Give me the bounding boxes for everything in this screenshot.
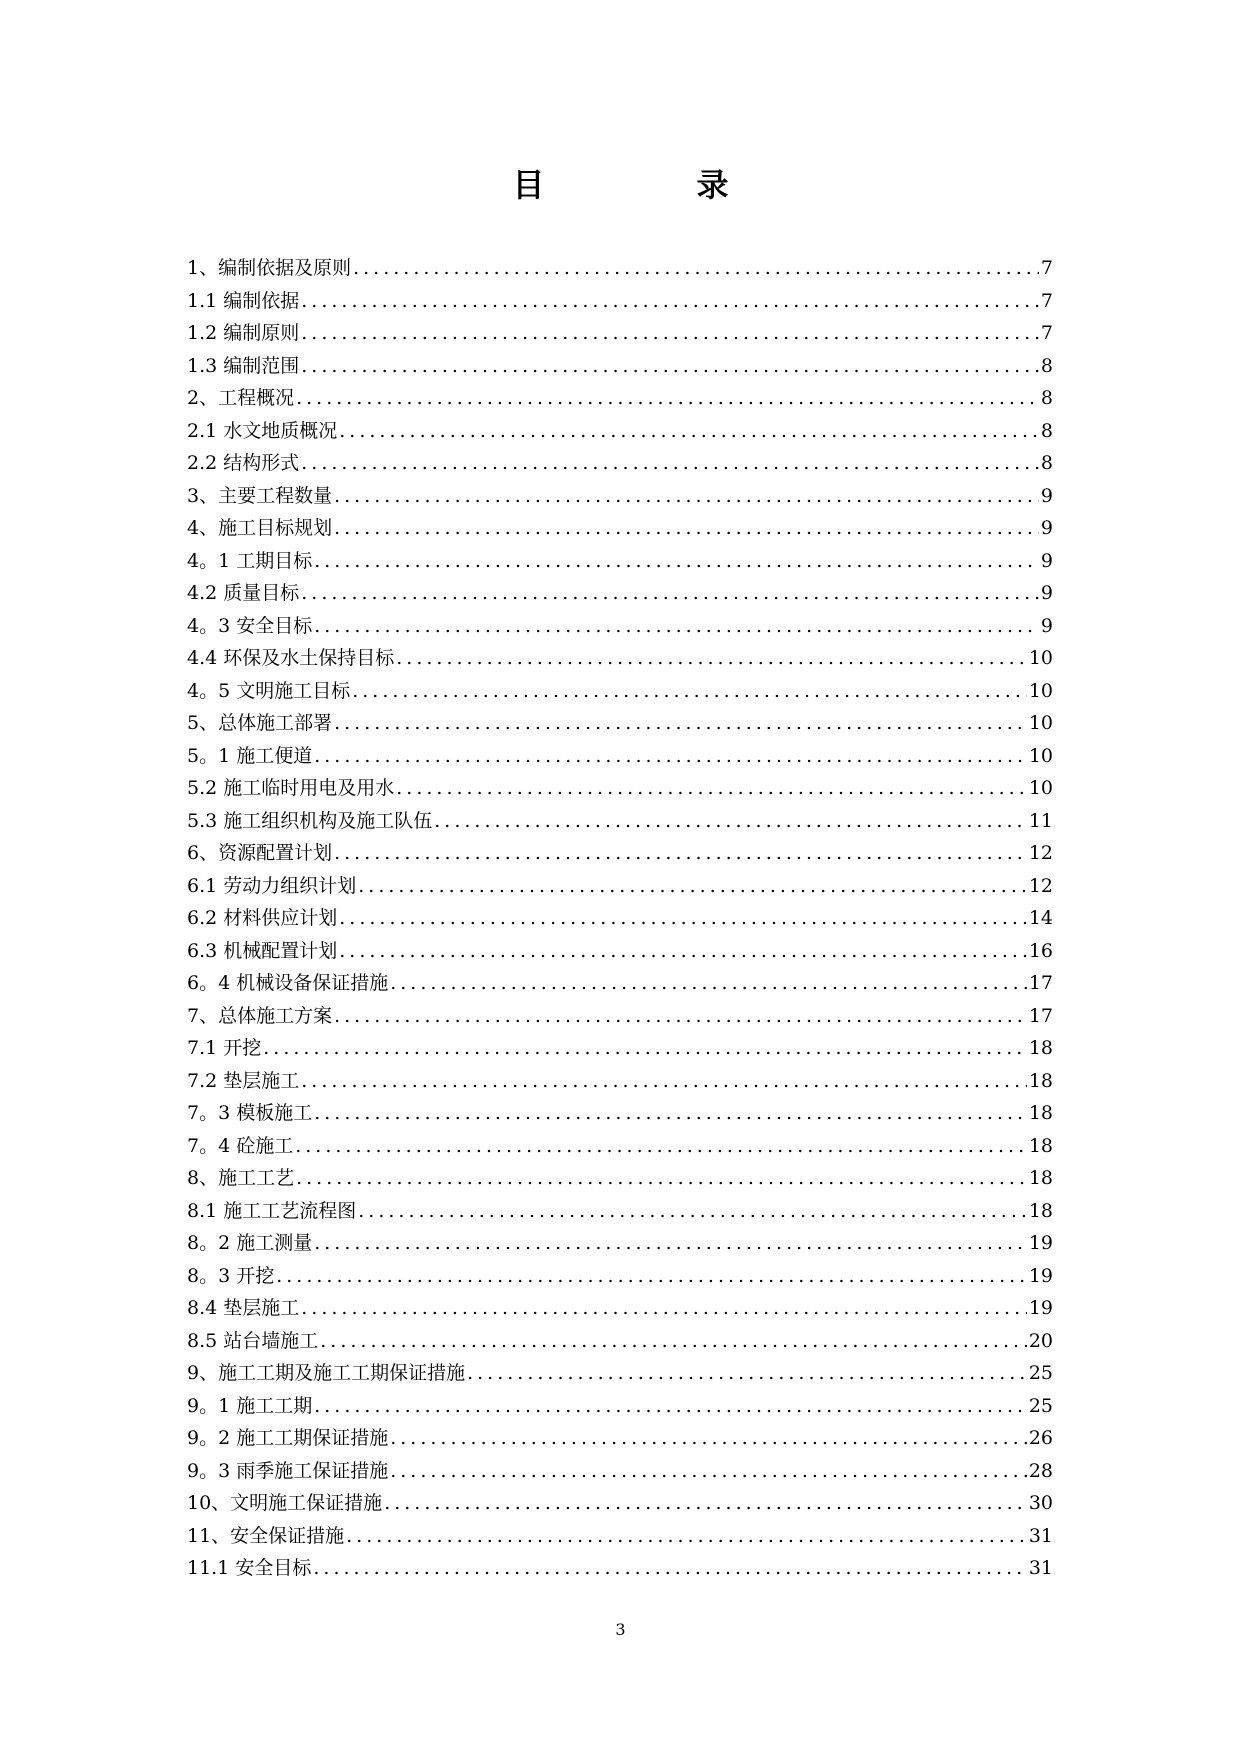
- toc-leader-dots: [396, 772, 1027, 805]
- toc-entry-label: 11、安全保证措施: [187, 1524, 345, 1547]
- toc-leader-dots: [353, 252, 1039, 285]
- toc-leader-dots: [346, 1520, 1027, 1553]
- toc-entry-page: 9: [1040, 582, 1053, 604]
- toc-entry[interactable]: [187, 1357, 1053, 1390]
- toc-entry-label: 11.1 安全目标: [187, 1557, 312, 1579]
- toc-leader-dots: [320, 1325, 1027, 1358]
- toc-entry-label: 5.3 施工组织机构及施工队伍: [187, 809, 433, 832]
- toc-entry-page: 8: [1040, 452, 1053, 474]
- toc-entry[interactable]: [187, 317, 1053, 350]
- toc-leader-dots: [301, 350, 1039, 383]
- toc-entry[interactable]: [187, 415, 1053, 448]
- toc-leader-dots: [314, 740, 1027, 773]
- toc-leader-dots: [276, 1260, 1027, 1293]
- toc-entry-label: 6.1 劳动力组织计划: [187, 874, 357, 897]
- toc-entry-page: 10: [1028, 712, 1053, 734]
- toc-entry-page: 28: [1028, 1459, 1053, 1482]
- toc-entry-label: 7。4 砼施工: [187, 1134, 294, 1157]
- toc-leader-dots: [334, 512, 1039, 545]
- toc-entry-label: 1.2 编制原则: [187, 322, 300, 344]
- toc-entry-label: 6.3 机械配置计划: [187, 939, 338, 962]
- toc-entry-page: 10: [1028, 679, 1053, 702]
- toc-entry-page: 8: [1040, 354, 1053, 377]
- toc-entry[interactable]: [187, 1487, 1053, 1520]
- toc-entry-label: 7、总体施工方案: [187, 1004, 333, 1027]
- toc-entry-label: 9。2 施工工期保证措施: [187, 1427, 389, 1449]
- toc-leader-dots: [314, 545, 1039, 578]
- toc-entry[interactable]: [187, 382, 1053, 415]
- toc-entry-page: 8: [1040, 419, 1053, 442]
- toc-entry[interactable]: [187, 902, 1053, 935]
- toc-entry-page: 7: [1040, 322, 1053, 344]
- toc-leader-dots: [339, 902, 1027, 935]
- toc-entry[interactable]: [187, 1227, 1053, 1260]
- toc-leader-dots: [314, 1227, 1027, 1260]
- toc-entry-label: 9。3 雨季施工保证措施: [187, 1459, 389, 1482]
- toc-entry-label: 1、编制依据及原则: [187, 257, 352, 279]
- toc-entry-page: 30: [1028, 1492, 1053, 1514]
- toc-entry[interactable]: [187, 285, 1053, 318]
- toc-entry-page: 7: [1040, 289, 1053, 312]
- toc-entry[interactable]: [187, 740, 1053, 773]
- toc-entry-page: 17: [1028, 972, 1053, 994]
- toc-entry-label: 8。3 开挖: [187, 1264, 275, 1287]
- toc-leader-dots: [390, 1422, 1027, 1455]
- toc-entry-label: 8.4 垫层施工: [187, 1297, 300, 1319]
- toc-entry-label: 7。3 模板施工: [187, 1102, 313, 1124]
- toc-entry[interactable]: [187, 350, 1053, 383]
- toc-entry-page: 19: [1028, 1264, 1053, 1287]
- toc-leader-dots: [390, 1455, 1027, 1488]
- toc-entry-page: 9: [1040, 484, 1053, 507]
- toc-leader-dots: [301, 317, 1039, 350]
- toc-entry-page: 10: [1028, 777, 1053, 799]
- toc-entry-label: 2.1 水文地质概况: [187, 419, 338, 442]
- toc-entry[interactable]: [187, 772, 1053, 805]
- toc-entry-label: 6、资源配置计划: [187, 842, 333, 864]
- toc-entry[interactable]: [187, 252, 1053, 285]
- toc-leader-dots: [334, 837, 1027, 870]
- toc-entry[interactable]: [187, 1422, 1053, 1455]
- toc-entry-page: 7: [1040, 257, 1053, 279]
- toc-entry-label: 8、施工工艺: [187, 1167, 295, 1189]
- toc-entry-label: 1.3 编制范围: [187, 354, 300, 377]
- page-title: 目 录: [512, 166, 789, 204]
- toc-entry-page: 18: [1028, 1037, 1053, 1059]
- toc-entry-page: 8: [1040, 387, 1053, 409]
- toc-entry-label: 4.4 环保及水土保持目标: [187, 647, 395, 669]
- toc-entry[interactable]: [187, 545, 1053, 578]
- toc-entry[interactable]: [187, 935, 1053, 968]
- toc-entry-label: 10、文明施工保证措施: [187, 1492, 383, 1514]
- toc-entry[interactable]: [187, 1065, 1053, 1098]
- toc-entry-label: 8.1 施工工艺流程图: [187, 1199, 357, 1222]
- toc-entry-label: 9、施工工期及施工工期保证措施: [187, 1362, 466, 1384]
- toc-leader-dots: [314, 1390, 1027, 1423]
- toc-entry[interactable]: [187, 642, 1053, 675]
- toc-entry-page: 10: [1028, 744, 1053, 767]
- toc-entry-page: 9: [1040, 614, 1053, 637]
- toc-entry-label: 4。1 工期目标: [187, 549, 313, 572]
- toc-entry-page: 11: [1028, 809, 1053, 832]
- toc-entry-label: 5、总体施工部署: [187, 712, 333, 734]
- toc-entry[interactable]: [187, 870, 1053, 903]
- toc-entry-label: 2.2 结构形式: [187, 452, 300, 474]
- toc-leader-dots: [295, 1130, 1027, 1163]
- toc-entry-label: 2、工程概况: [187, 387, 295, 409]
- toc-entry-page: 19: [1028, 1297, 1053, 1319]
- toc-leader-dots: [301, 1292, 1027, 1325]
- toc-entry-page: 19: [1028, 1232, 1053, 1254]
- toc-entry[interactable]: [187, 707, 1053, 740]
- toc-entry-page: 12: [1028, 842, 1053, 864]
- toc-leader-dots: [352, 675, 1027, 708]
- toc-leader-dots: [434, 805, 1027, 838]
- toc-entry-label: 4。5 文明施工目标: [187, 679, 351, 702]
- toc-leader-dots: [339, 935, 1027, 968]
- toc-entry-page: 17: [1028, 1004, 1053, 1027]
- toc-entry-page: 18: [1028, 1134, 1053, 1157]
- toc-entry-label: 7.1 开挖: [187, 1037, 262, 1059]
- toc-entry-page: 20: [1028, 1329, 1053, 1352]
- toc-leader-dots: [296, 382, 1039, 415]
- toc-entry[interactable]: [187, 1195, 1053, 1228]
- toc-leader-dots: [296, 1162, 1027, 1195]
- toc-entry-label: 4.2 质量目标: [187, 582, 300, 604]
- table-of-contents: [187, 252, 1053, 1585]
- toc-entry-page: 31: [1028, 1557, 1053, 1579]
- toc-entry-label: 5。1 施工便道: [187, 744, 313, 767]
- toc-entry[interactable]: [187, 1162, 1053, 1195]
- toc-entry-label: 8。2 施工测量: [187, 1232, 313, 1254]
- toc-leader-dots: [263, 1032, 1027, 1065]
- toc-entry-label: 7.2 垫层施工: [187, 1069, 300, 1092]
- toc-entry[interactable]: [187, 1552, 1053, 1585]
- toc-entry-label: 1.1 编制依据: [187, 289, 300, 312]
- toc-entry-page: 26: [1028, 1427, 1053, 1449]
- toc-leader-dots: [396, 642, 1027, 675]
- toc-entry-label: 4。3 安全目标: [187, 614, 313, 637]
- toc-entry[interactable]: [187, 1130, 1053, 1163]
- toc-leader-dots: [358, 870, 1027, 903]
- toc-entry[interactable]: [187, 512, 1053, 545]
- toc-entry-label: 6.2 材料供应计划: [187, 907, 338, 929]
- toc-entry[interactable]: [187, 447, 1053, 480]
- toc-leader-dots: [334, 480, 1039, 513]
- toc-entry-page: 25: [1028, 1362, 1053, 1384]
- toc-leader-dots: [467, 1357, 1027, 1390]
- toc-leader-dots: [301, 285, 1039, 318]
- toc-entry-page: 25: [1028, 1394, 1053, 1417]
- toc-entry[interactable]: [187, 1032, 1053, 1065]
- toc-entry-label: 8.5 站台墙施工: [187, 1329, 319, 1352]
- toc-entry-label: 3、主要工程数量: [187, 484, 333, 507]
- toc-entry-label: 9。1 施工工期: [187, 1394, 313, 1417]
- toc-entry-page: 12: [1028, 874, 1053, 897]
- toc-entry-page: 9: [1040, 517, 1053, 539]
- toc-leader-dots: [301, 447, 1039, 480]
- toc-leader-dots: [313, 1552, 1026, 1585]
- toc-entry[interactable]: [187, 1390, 1053, 1423]
- toc-entry[interactable]: [187, 577, 1053, 610]
- toc-entry-page: 14: [1028, 907, 1053, 929]
- toc-entry[interactable]: [187, 1325, 1053, 1358]
- toc-entry-label: 4、施工目标规划: [187, 517, 333, 539]
- toc-entry[interactable]: [187, 1455, 1053, 1488]
- toc-entry[interactable]: [187, 675, 1053, 708]
- toc-leader-dots: [301, 577, 1039, 610]
- toc-leader-dots: [301, 1065, 1027, 1098]
- toc-leader-dots: [358, 1195, 1027, 1228]
- toc-entry[interactable]: [187, 1097, 1053, 1130]
- toc-entry-label: 5.2 施工临时用电及用水: [187, 777, 395, 799]
- toc-entry-page: 18: [1028, 1102, 1053, 1124]
- toc-entry-page: 18: [1028, 1069, 1053, 1092]
- toc-entry-page: 31: [1028, 1524, 1053, 1547]
- toc-entry[interactable]: [187, 837, 1053, 870]
- toc-entry[interactable]: [187, 1520, 1053, 1553]
- toc-leader-dots: [314, 1097, 1027, 1130]
- toc-leader-dots: [314, 610, 1039, 643]
- toc-entry-page: 18: [1028, 1199, 1053, 1222]
- page-number: 3: [615, 1620, 626, 1639]
- toc-leader-dots: [384, 1487, 1027, 1520]
- toc-leader-dots: [339, 415, 1039, 448]
- toc-entry[interactable]: [187, 1260, 1053, 1293]
- toc-entry[interactable]: [187, 480, 1053, 513]
- toc-entry-page: 18: [1028, 1167, 1053, 1189]
- toc-entry-page: 16: [1028, 939, 1053, 962]
- toc-entry[interactable]: [187, 610, 1053, 643]
- toc-entry-label: 6。4 机械设备保证措施: [187, 972, 389, 994]
- toc-leader-dots: [334, 1000, 1027, 1033]
- toc-entry-page: 10: [1028, 647, 1053, 669]
- toc-leader-dots: [334, 707, 1027, 740]
- toc-entry[interactable]: [187, 1000, 1053, 1033]
- toc-entry-page: 9: [1040, 549, 1053, 572]
- toc-entry[interactable]: [187, 967, 1053, 1000]
- toc-leader-dots: [390, 967, 1027, 1000]
- toc-entry[interactable]: [187, 805, 1053, 838]
- toc-entry[interactable]: [187, 1292, 1053, 1325]
